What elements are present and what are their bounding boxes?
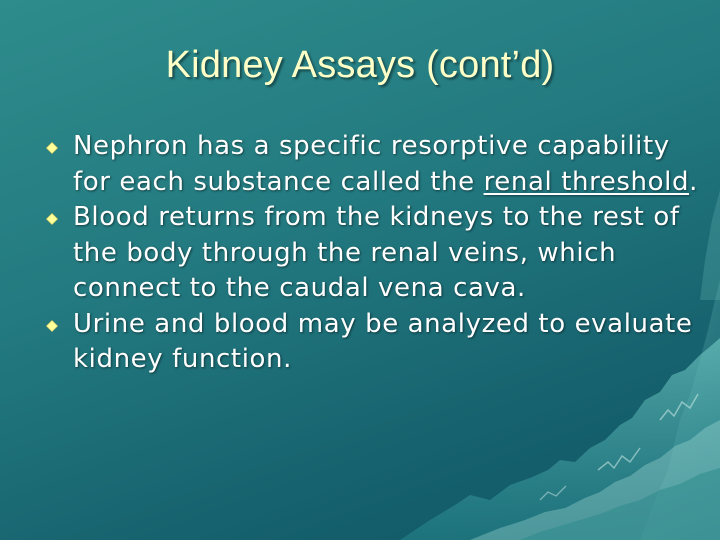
bullet-text: Urine and blood may be analyzed to evaluate kidney function. [73,308,693,374]
bullet-text-end: . [689,166,698,197]
bullet-item [46,129,706,200]
bullet-underlined-term: renal threshold [483,166,690,197]
diamond-bullet-icon [46,320,58,332]
bullet-item [46,200,706,307]
bullet-text: Blood returns from the kidneys to the rest of the body through the renal veins, which connect to the caudal vena cava. [73,202,680,303]
bullet-list [46,129,706,378]
bullet-item [46,307,706,378]
slide-title: Kidney Assays (cont’d) [165,44,555,86]
diamond-bullet-icon [46,213,58,225]
diamond-bullet-icon [46,142,58,154]
bullet-text: Nephron has a specific resorptive capability for each substance called the [73,131,670,197]
